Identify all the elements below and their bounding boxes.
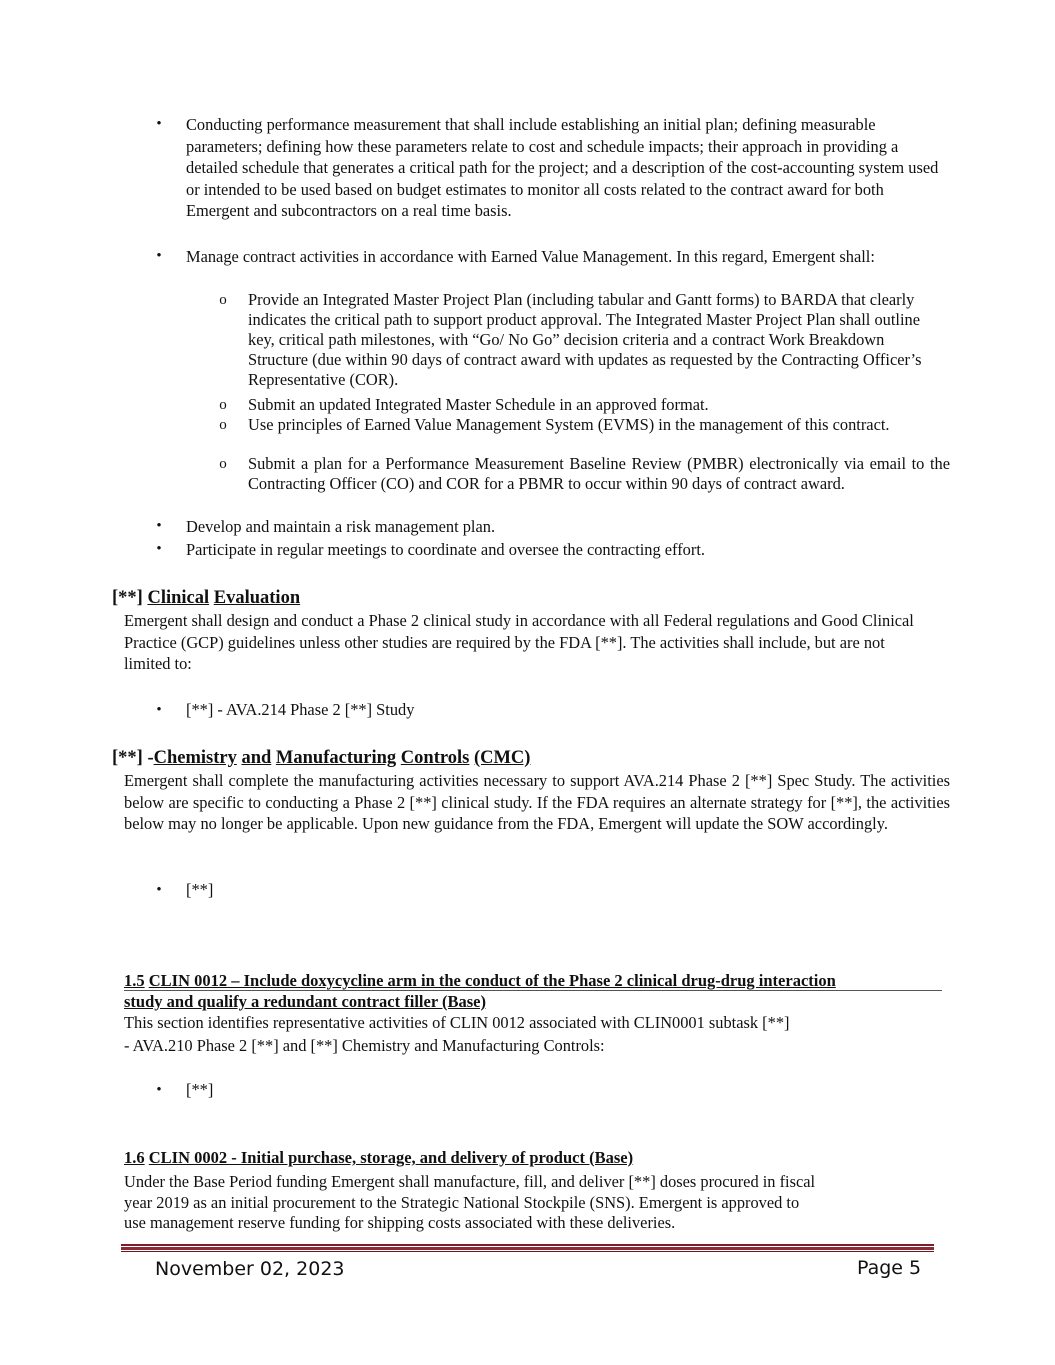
sec16-body-line3: use management reserve funding for shipping costs associated with these deliveries. <box>124 1213 676 1232</box>
sub-bullet-pmbr: Submit a plan for a Performance Measurement Baseline Review (PMBR) electronically via email to the Contracting Officer (CO) and COR for a PBMR to occur within 90 days of contract award. <box>248 454 950 493</box>
bullet-marker: • <box>156 541 162 557</box>
heading-word: and <box>241 748 272 768</box>
heading-prefix: [**] - <box>112 748 154 768</box>
bullet-marker: • <box>156 518 162 534</box>
footer-date: November 02, 2023 <box>155 1258 345 1280</box>
section-title-line2: study and qualify a redundant contract filler (Base) <box>124 992 486 1011</box>
section-number: 1.5 <box>124 971 145 990</box>
bullet-earned-value: Manage contract activities in accordance with Earned Value Management. In this regard, Emergent shall: <box>186 247 875 266</box>
bullet-marker: • <box>156 882 162 898</box>
heading-section-1-6 <box>124 1147 633 1168</box>
sub-bullet-master-schedule: Submit an updated Integrated Master Schedule in an approved format. <box>248 395 709 414</box>
heading-section-1-5-cont <box>124 991 486 1012</box>
bullet-marker: • <box>156 116 162 132</box>
bullet-risk-plan: Develop and maintain a risk management plan. <box>186 517 496 536</box>
footer-page-number: Page 5 <box>857 1257 922 1279</box>
cmc-bullet: [**] <box>186 880 214 899</box>
footer-rule-top <box>121 1244 934 1246</box>
clinical-bullet: [**] - AVA.214 Phase 2 [**] Study <box>186 700 415 719</box>
sec15-body-line1: This section identifies representative activities of CLIN 0012 associated with CLIN0001 subtask [**] <box>124 1013 790 1032</box>
sub-bullet-evms: Use principles of Earned Value Management System (EVMS) in the management of this contract. <box>248 415 890 434</box>
cmc-body: Emergent shall complete the manufacturing activities necessary to support AVA.214 Phase 2 [**] Spec Study. The activities below are specific to conducting a Phase 2 [**] clinical study. If the FDA requires an alternate strategy for [**], the activities below may no longer be applicable. Upon new guidance from the FDA, Emergent will update the SOW accordingly. <box>124 771 950 833</box>
sub-bullet-master-plan: Provide an Integrated Master Project Plan (including tabular and Gantt forms) to BARDA that clearly indicates the critical path to support product approval. The Integrated Master Project Plan shall outline key, critical path milestones, with “Go/ No Go” decision criteria and a contract Work Breakdown Structure (due within 90 days of contract award with updates as requested by the Contracting Officer’s Representative (COR). <box>248 290 922 389</box>
sec16-body-line1: Under the Base Period funding Emergent shall manufacture, fill, and deliver [**] doses procured in fiscal <box>124 1172 816 1191</box>
footer-rule-middle <box>121 1247 934 1250</box>
bullet-marker: • <box>156 1082 162 1098</box>
sub-bullet-marker: o <box>219 456 227 472</box>
bullet-marker: • <box>156 248 162 264</box>
sec15-bullet: [**] <box>186 1080 214 1099</box>
section-title-line1: CLIN 0012 – Include doxycycline arm in the conduct of the Phase 2 clinical drug-drug interaction <box>148 971 836 990</box>
heading-prefix: [**] <box>112 588 143 608</box>
heading-word: Manufacturing <box>275 748 397 768</box>
heading-word: Clinical <box>147 588 210 608</box>
bullet-performance-measurement: Conducting performance measurement that shall include establishing an initial plan; defining measurable parameters; defining how these parameters relate to cost and schedule impacts; their approach in providing a detailed schedule that generates a critical path for the project; and a description of the cost-accounting system used or intended to be used based on budget estimates to monitor all costs related to the contract award for both Emergent and subcontractors on a real time basis. <box>186 115 939 220</box>
heading-cmc <box>112 747 530 769</box>
bullet-meetings: Participate in regular meetings to coordinate and oversee the contracting effort. <box>186 540 705 559</box>
section-number: 1.6 <box>124 1148 145 1167</box>
sec15-body-line2: - AVA.210 Phase 2 [**] and [**] Chemistry and Manufacturing Controls: <box>124 1036 605 1055</box>
heading-word: Evaluation <box>213 588 301 608</box>
heading-word: Controls <box>400 748 470 768</box>
section-title: CLIN 0002 - Initial purchase, storage, and delivery of product (Base) <box>148 1148 634 1167</box>
sub-bullet-marker: o <box>219 397 227 413</box>
sub-bullet-marker: o <box>219 417 227 433</box>
heading-clinical-evaluation <box>112 587 300 609</box>
heading-rule <box>124 990 942 991</box>
clinical-body: Emergent shall design and conduct a Phase 2 clinical study in accordance with all Federal regulations and Good Clinical Practice (GCP) guidelines unless other studies are required by the FDA [**]. The activities shall include, but are not limited to: <box>124 611 914 673</box>
footer-rule-bottom <box>121 1251 934 1252</box>
bullet-marker: • <box>156 702 162 718</box>
heading-section-1-5 <box>124 970 836 991</box>
sub-bullet-marker: o <box>219 292 227 308</box>
sec16-body-line2: year 2019 as an initial procurement to the Strategic National Stockpile (SNS). Emergent is approved to <box>124 1193 800 1212</box>
heading-word: Chemistry <box>153 748 237 768</box>
heading-word: (CMC) <box>473 748 531 768</box>
